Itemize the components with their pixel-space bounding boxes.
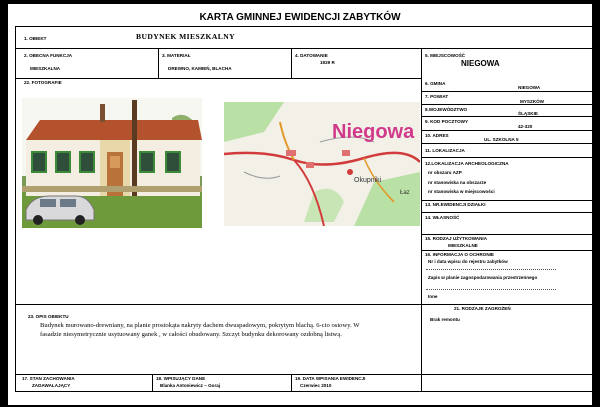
row-divider <box>15 374 594 375</box>
kod-label: 9. KOD POCZTOWY <box>425 119 469 124</box>
opis-line: Budynek murowano-drewniany, na planie prostokąta nakryty dachem dwuspadowym, pokrytym blachą. 6-cio osiowy. W <box>40 322 360 329</box>
wpisujacy-label: 18. WPISUJĄCY DANE <box>156 376 206 381</box>
col-divider <box>158 48 159 78</box>
uzytkowanie-value: MIESZKALNE <box>448 243 478 248</box>
data-label: 19. DATA WPISANIA EWIDENCJI <box>295 376 366 381</box>
row-divider <box>15 78 421 79</box>
adres-label: 10. ADRES <box>425 133 449 138</box>
ochrona-line: Inne <box>428 294 438 299</box>
opis-label: 23. OPIS OBIEKTU <box>28 314 69 319</box>
powiat-label: 7. POWIAT <box>425 94 449 99</box>
adres-value: UL. SZKOLNA 5 <box>484 137 519 142</box>
wojewodztwo-value: ŚLĄSKIE <box>518 111 538 116</box>
row-divider <box>421 157 594 158</box>
gmina-label: 6. GMINA <box>425 81 446 86</box>
col-divider <box>421 374 422 392</box>
col-divider <box>291 374 292 392</box>
fotografie-label: 22. FOTOGRAFIE <box>24 80 62 85</box>
datowanie-label: 4. DATOWANIE <box>295 53 328 58</box>
opis-line: fasadzie niesymetrycznie usytuowany ganek , w całości obudowany. Szczyt budynku dekorowany ozdobną listwą. <box>40 330 342 338</box>
row-divider <box>421 200 594 201</box>
row-divider <box>421 234 594 235</box>
chimney <box>100 104 105 122</box>
kod-value: 42-320 <box>518 124 533 129</box>
card-title: KARTA GMINNEJ EWIDENCJI ZABYTKÓW <box>199 12 401 23</box>
row-divider <box>421 116 594 117</box>
stan-label: 17. STAN ZACHOWANIA <box>22 376 75 381</box>
window <box>166 152 180 172</box>
col-divider-right <box>421 48 422 374</box>
location-map <box>224 102 420 226</box>
utility-pole <box>132 100 137 196</box>
window <box>140 152 154 172</box>
lok-arch-line: nr stanowiska na obszarze <box>428 180 487 185</box>
wlasnosc-label: 14. WŁASNOŚĆ <box>425 215 460 220</box>
window <box>56 152 70 172</box>
ochrona-line: Zapis w planie zagospodarowania przestrzennego <box>428 275 538 280</box>
row-divider <box>421 91 594 92</box>
col-divider <box>291 48 292 78</box>
uzytkowanie-label: 15. RODZAJ UŻYTKOWANIA <box>425 236 488 241</box>
lokalizacja-label: 11. LOKALIZACJA <box>425 148 465 153</box>
ewid-label: 13. NR.EWIDENCJI DZIAŁKI <box>425 202 486 207</box>
gmina-value: NIEGOWA <box>518 85 541 90</box>
row-divider <box>421 130 594 131</box>
house-photo <box>22 98 202 228</box>
obiekt-value: BUDYNEK MIESZKALNY <box>136 32 235 41</box>
row-divider <box>421 104 594 105</box>
ochrona-label: 16. INFORMACJA O OCHRONIE <box>425 252 494 257</box>
opis-text <box>40 322 418 339</box>
material-label: 3. MATERIAŁ <box>162 53 191 58</box>
miejscowosc-label: 5. MIEJSCOWOŚĆ <box>425 53 466 58</box>
window <box>80 152 94 172</box>
obiekt-label: 1. OBIEKT <box>24 36 47 41</box>
datowanie-value: 1929 R <box>320 60 335 65</box>
map-place-label: Okupniki <box>354 177 382 184</box>
powiat-value: MYSZKÓW <box>520 99 544 104</box>
zagrozenia-label: 21. RODZAJE ZAGROŻEŃ <box>454 306 511 311</box>
fill-line <box>426 289 556 290</box>
row-divider <box>15 304 594 305</box>
register-card <box>8 4 592 405</box>
zagrozenia-value: Brak remontu <box>430 317 460 322</box>
row-divider <box>421 143 594 144</box>
funkcja-value: MIESZKALNA <box>30 66 61 71</box>
ochrona-line: Nr i data wpisu do rejestru zabytków <box>428 259 508 264</box>
col-divider <box>152 374 153 392</box>
fill-line <box>426 269 556 270</box>
lok-arch-line: nr obszaru AZP <box>428 170 462 175</box>
map-town-label: Niegowa <box>332 121 415 143</box>
material-value: DREWNO, KAMIEŃ, BLACHA <box>168 66 232 71</box>
wpisujacy-value: Blanka Antoniewicz – Goraj <box>160 383 221 388</box>
lok-arch-line: nr stanowiska w miejscowości <box>428 189 495 194</box>
map-place-label: Łaz <box>400 190 410 196</box>
wojewodztwo-label: 8.WOJEWÓDZTWO <box>425 107 468 112</box>
location-marker <box>347 169 353 175</box>
funkcja-label: 2. OBECNA FUNKCJA <box>24 53 73 58</box>
data-value: Czerwiec 2010 <box>300 383 332 388</box>
miejscowosc-value: NIEGOWA <box>461 59 500 68</box>
row-divider <box>421 212 594 213</box>
window <box>32 152 46 172</box>
roof <box>26 120 202 140</box>
stan-value: ZADAWALAJĄCY <box>32 383 71 388</box>
lok-arch-label: 12.LOKALIZACJA ARCHEOLOGICZNA <box>425 161 509 166</box>
row-divider <box>15 48 594 49</box>
row-divider <box>421 250 594 251</box>
